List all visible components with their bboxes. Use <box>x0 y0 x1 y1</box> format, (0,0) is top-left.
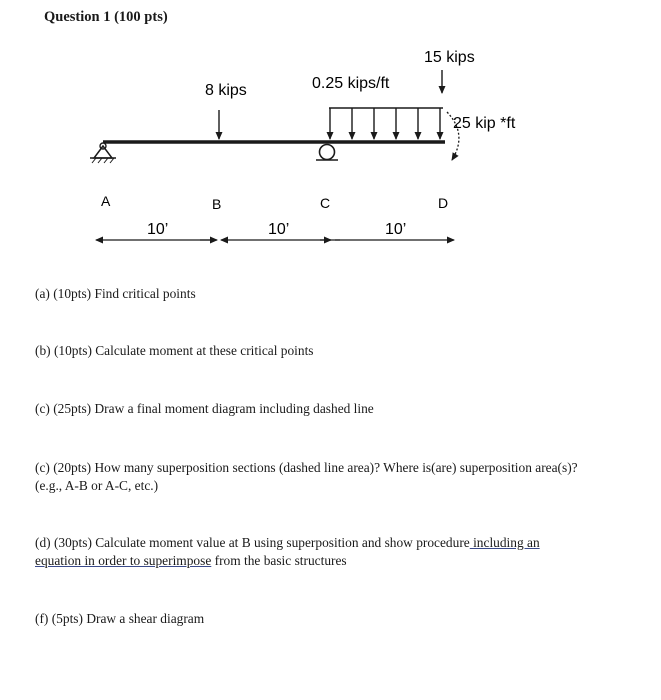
point-label-d: D <box>438 195 449 211</box>
question-title: Question 1 (100 pts) <box>44 9 168 25</box>
point-label-a: A <box>101 193 111 209</box>
part-f-text: (f) (5pts) Draw a shear diagram <box>35 611 205 626</box>
point-label-c: C <box>320 195 331 211</box>
part-d-plain-2: from the basic structures <box>211 553 347 568</box>
distributed-load-label: 0.25 kips/ft <box>312 75 390 92</box>
part-c-superposition-text <box>35 459 635 495</box>
span-label-cd: 10’ <box>385 221 407 238</box>
part-d-plain-1: (d) (30pts) Calculate moment value at B using superposition and show procedure <box>35 535 470 550</box>
part-c-superposition-line1: (c) (20pts) How many superposition sections (dashed line area)? Where is(are) superposition area(s)? <box>35 460 578 475</box>
roller-support-c <box>316 145 338 161</box>
pin-support-a <box>90 143 116 163</box>
span-label-ab: 10’ <box>147 221 169 238</box>
part-d-underlined-2: equation in order to superimpose <box>35 553 212 568</box>
point-load-b-label: 8 kips <box>205 82 247 99</box>
span-label-bc: 10’ <box>268 221 290 238</box>
part-d-underlined-1: including an <box>469 535 540 550</box>
moment-d-label: 25 kip *ft <box>453 115 516 132</box>
distributed-load <box>329 108 443 139</box>
part-c-moment-text: (c) (25pts) Draw a final moment diagram including dashed line <box>35 401 374 416</box>
part-c-superposition-line2: (e.g., A-B or A-C, etc.) <box>35 478 159 493</box>
part-b-text: (b) (10pts) Calculate moment at these critical points <box>35 343 314 358</box>
point-label-b: B <box>212 196 222 212</box>
beam-diagram <box>0 0 661 260</box>
part-a-text: (a) (10pts) Find critical points <box>35 286 196 301</box>
part-d-text <box>35 534 615 570</box>
point-load-d-label: 15 kips <box>424 49 475 66</box>
